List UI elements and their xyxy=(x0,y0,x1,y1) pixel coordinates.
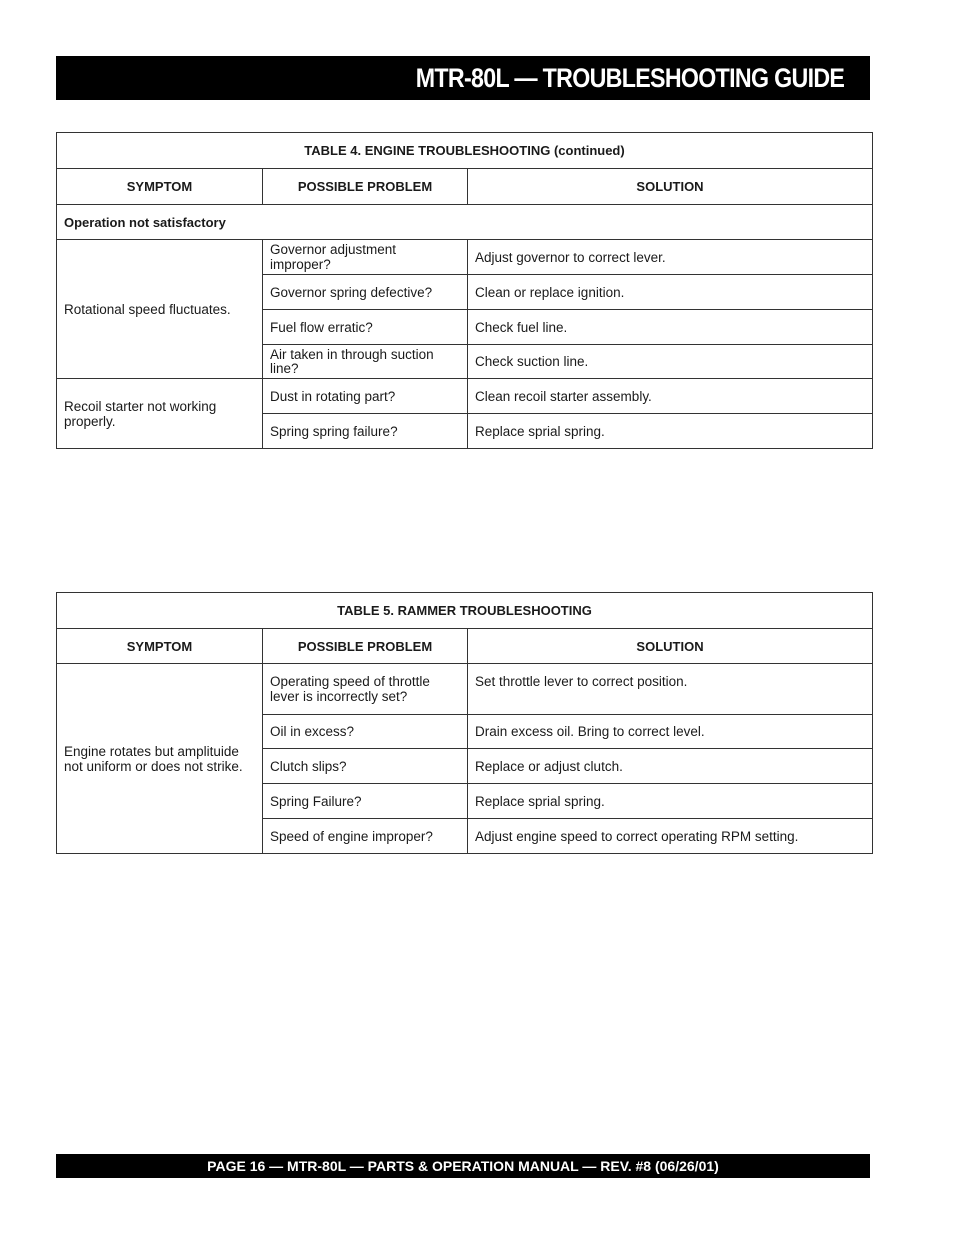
problem-cell: Spring Failure? xyxy=(263,784,468,819)
solution-cell: Clean or replace ignition. xyxy=(468,275,873,310)
page-footer: PAGE 16 — MTR-80L — PARTS & OPERATION MANUAL — REV. #8 (06/26/01) xyxy=(207,1158,719,1174)
column-header-solution: SOLUTION xyxy=(468,169,873,205)
page-footer-bar xyxy=(56,1154,870,1178)
solution-cell: Adjust engine speed to correct operating RPM setting. xyxy=(468,819,873,854)
page-title-bar xyxy=(56,56,870,100)
solution-cell: Drain excess oil. Bring to correct level. xyxy=(468,715,873,749)
problem-cell: Speed of engine improper? xyxy=(263,819,468,854)
page-title: MTR-80L — TROUBLESHOOTING GUIDE xyxy=(415,62,844,93)
column-header-symptom: SYMPTOM xyxy=(57,169,263,205)
column-header-problem: POSSIBLE PROBLEM xyxy=(263,169,468,205)
solution-cell: Replace sprial spring. xyxy=(468,414,873,449)
solution-cell: Adjust governor to correct lever. xyxy=(468,240,873,275)
problem-cell: Governor adjustment improper? xyxy=(263,240,468,275)
problem-cell: Dust in rotating part? xyxy=(263,379,468,414)
symptom-cell: Engine rotates but amplituide not uniform or does not strike. xyxy=(57,664,263,854)
table-caption: TABLE 4. ENGINE TROUBLESHOOTING (continued) xyxy=(57,133,873,169)
solution-cell: Replace or adjust clutch. xyxy=(468,749,873,784)
table-row xyxy=(57,379,873,414)
problem-cell: Fuel flow erratic? xyxy=(263,310,468,345)
solution-cell: Check fuel line. xyxy=(468,310,873,345)
problem-cell: Oil in excess? xyxy=(263,715,468,749)
engine-troubleshooting-table xyxy=(56,132,873,449)
section-heading: Operation not satisfactory xyxy=(57,205,873,240)
symptom-cell: Recoil starter not working properly. xyxy=(57,379,263,449)
column-header-symptom: SYMPTOM xyxy=(57,629,263,664)
symptom-cell: Rotational speed fluctuates. xyxy=(57,240,263,379)
column-header-solution: SOLUTION xyxy=(468,629,873,664)
rammer-troubleshooting-table xyxy=(56,592,873,854)
table-caption: TABLE 5. RAMMER TROUBLESHOOTING xyxy=(57,593,873,629)
solution-cell: Replace sprial spring. xyxy=(468,784,873,819)
solution-cell: Set throttle lever to correct position. xyxy=(468,664,873,715)
problem-cell: Governor spring defective? xyxy=(263,275,468,310)
column-header-problem: POSSIBLE PROBLEM xyxy=(263,629,468,664)
solution-cell: Clean recoil starter assembly. xyxy=(468,379,873,414)
table-row xyxy=(57,240,873,275)
problem-cell: Operating speed of throttle lever is incorrectly set? xyxy=(263,664,468,715)
table-row xyxy=(57,664,873,715)
problem-cell: Clutch slips? xyxy=(263,749,468,784)
problem-cell: Air taken in through suction line? xyxy=(263,345,468,379)
solution-cell: Check suction line. xyxy=(468,345,873,379)
problem-cell: Spring spring failure? xyxy=(263,414,468,449)
